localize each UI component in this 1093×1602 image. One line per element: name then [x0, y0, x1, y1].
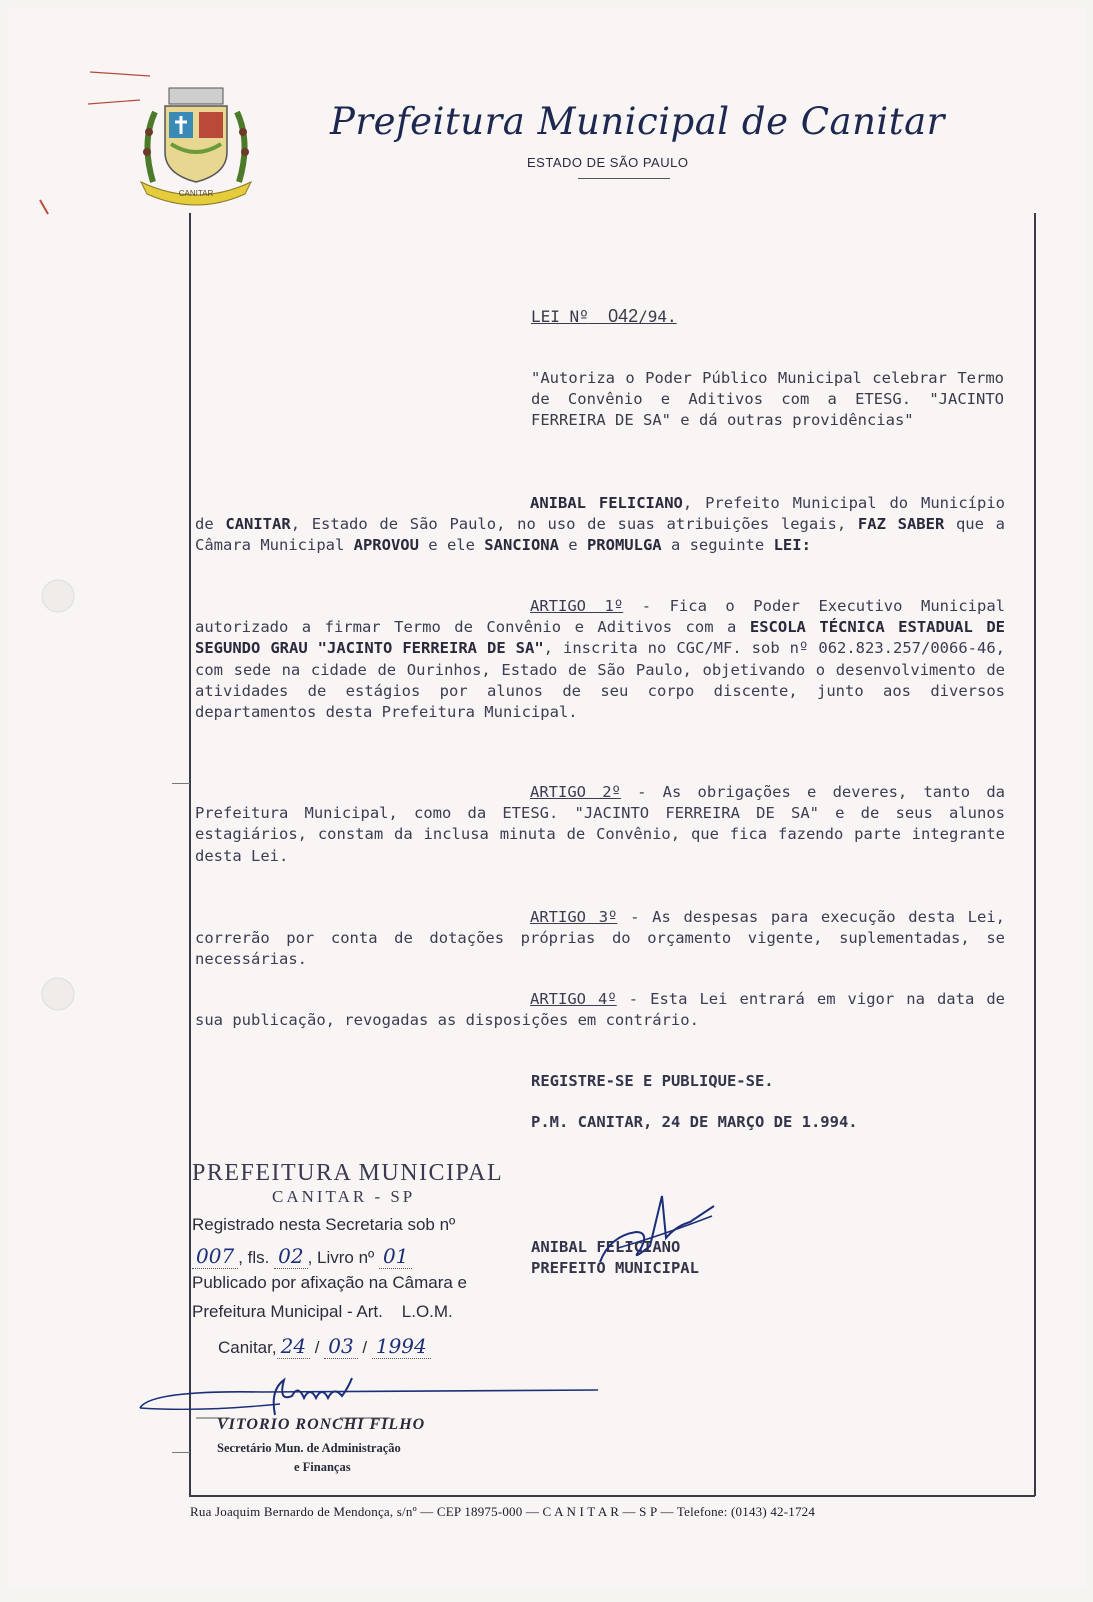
- stamp-month: 03: [324, 1334, 357, 1359]
- stamp-city: Canitar,: [218, 1338, 277, 1357]
- preamble-text: , Estado de São Paulo, no uso de suas atribuições legais,: [290, 515, 858, 534]
- article-text: - Fica o Poder Executivo Municipal autorizado a firmar Termo de Convênio e Aditivos com a: [195, 597, 1005, 637]
- preamble-text: a seguinte: [661, 536, 774, 555]
- stamp-date-line: Canitar, 24 / 03 / 1994: [218, 1334, 431, 1358]
- stamp-line1: PREFEITURA MUNICIPAL: [192, 1160, 504, 1186]
- fls-number: 02: [274, 1244, 307, 1269]
- registration-stamp: [192, 1160, 503, 1207]
- crest-label: CANITAR: [178, 189, 214, 198]
- law-number: [531, 306, 677, 327]
- signatory-role: PREFEITO MUNICIPAL: [531, 1259, 699, 1277]
- article-4: [195, 989, 1005, 1031]
- fold-tick: [172, 1452, 190, 1453]
- article-label: ARTIGO 4º: [530, 990, 617, 1008]
- law-num: 042: [608, 306, 639, 326]
- place-date: P.M. CANITAR, 24 DE MARÇO DE 1.994.: [531, 1113, 858, 1131]
- coat-of-arms-logo: [135, 82, 257, 208]
- header-title: Prefeitura Municipal de Canitar: [330, 100, 945, 143]
- promulga: PROMULGA: [586, 536, 662, 555]
- article-label: ARTIGO 3º: [530, 908, 618, 926]
- article-text: - As obrigações e deveres, tanto da Prefeitura Municipal, como da ETESG. "JACINTO FERREIRA DE SA" e de seus alunos estagiários, constam da inclusa minuta de Convênio, que fica fazendo parte integrante desta Lei.: [195, 783, 1005, 865]
- preamble: [195, 493, 1005, 557]
- page-footer: Rua Joaquim Bernardo de Mendonça, s/nº — CEP 18975-000 — C A N I T A R — S P — Telefone: (0143) 42-1724: [190, 1504, 816, 1519]
- city-name: CANITAR: [225, 515, 291, 534]
- pub-text: Prefeitura Municipal - Art.: [192, 1302, 383, 1321]
- secretary-name: VITORIO RONCHI FILHO: [217, 1416, 426, 1433]
- stamp-pub-line1: Publicado por afixação na Câmara e: [192, 1273, 467, 1292]
- fls-label: fls.: [247, 1248, 270, 1267]
- right-margin-rule: [1034, 213, 1036, 1496]
- livro-label: Livro nº: [317, 1248, 375, 1267]
- preamble-text: e ele: [418, 536, 485, 555]
- article-2: [195, 782, 1005, 867]
- mayor-name: ANIBAL FELICIANO: [530, 494, 683, 512]
- reg-number: 007: [192, 1244, 238, 1269]
- faz-saber: FAZ SABER: [857, 515, 945, 534]
- law-ementa: "Autoriza o Poder Público Municipal celebrar Termo de Convênio e Aditivos com a ETESG. "JACINTO FERREIRA DE SA" e dá outras providências": [531, 369, 1004, 429]
- secretary-role: Secretário Mun. de Administração: [217, 1441, 401, 1455]
- left-margin-rule: [189, 213, 191, 1496]
- law-prefix: LEI Nº: [531, 307, 589, 326]
- stamp-reg-label: Registrado nesta Secretaria sob nº: [192, 1215, 456, 1234]
- header-state: ESTADO DE SÃO PAULO: [527, 155, 689, 170]
- lei-word: LEI:: [773, 536, 811, 555]
- article-label: ARTIGO 2º: [530, 783, 621, 801]
- closing-formula: REGISTRE-SE E PUBLIQUE-SE.: [531, 1072, 774, 1090]
- stamp-year: 1994: [372, 1334, 431, 1359]
- law-year: /94.: [638, 307, 677, 326]
- preamble-text: e: [558, 536, 587, 555]
- article-1: [195, 596, 1005, 723]
- fold-tick: [172, 783, 190, 784]
- bottom-margin-rule: [189, 1495, 1035, 1497]
- pub-lom: L.O.M.: [401, 1302, 453, 1321]
- article-text: - As despesas para execução desta Lei, correrão por conta de dotações próprias do orçamento vigente, suplementadas, se necessárias.: [195, 908, 1005, 969]
- article-label: ARTIGO 1º: [530, 597, 624, 615]
- header-divider: [578, 178, 670, 179]
- sanciona: SANCIONA: [484, 536, 559, 555]
- stamp-pub-line2: [192, 1302, 453, 1322]
- secretary-role: e Finanças: [294, 1460, 351, 1474]
- article-text: , inscrita no CGC/MF. sob nº 062.823.257/0066-46, com sede na cidade de Ourinhos, Estado de São Paulo, objetivando o desenvolvimento de atividades de estágios por alunos de seu corpo discente, junto aos diversos departamentos desta Prefeitura Municipal.: [195, 639, 1005, 722]
- stamp-reg-line: 007 , fls. 02 , Livro nº 01: [192, 1244, 412, 1268]
- stamp-line2: CANITAR - SP: [272, 1187, 416, 1206]
- article-3: [195, 907, 1005, 971]
- signatory-name: ANIBAL FELICIANO: [531, 1238, 681, 1256]
- aprovou: APROVOU: [353, 536, 419, 555]
- preamble-text: , Prefeito Municipal do Município de: [195, 494, 1005, 534]
- preamble-text: que a Câmara Municipal: [195, 515, 1005, 555]
- article-text: - Esta Lei entrará em vigor na data de sua publicação, revogadas as disposições em contrário.: [195, 990, 1005, 1030]
- article-bold: ESCOLA TÉCNICA ESTADUAL DE SEGUNDO GRAU "JACINTO FERREIRA DE SA": [195, 618, 1005, 658]
- stamp-day: 24: [277, 1334, 310, 1359]
- livro-number: 01: [379, 1244, 412, 1269]
